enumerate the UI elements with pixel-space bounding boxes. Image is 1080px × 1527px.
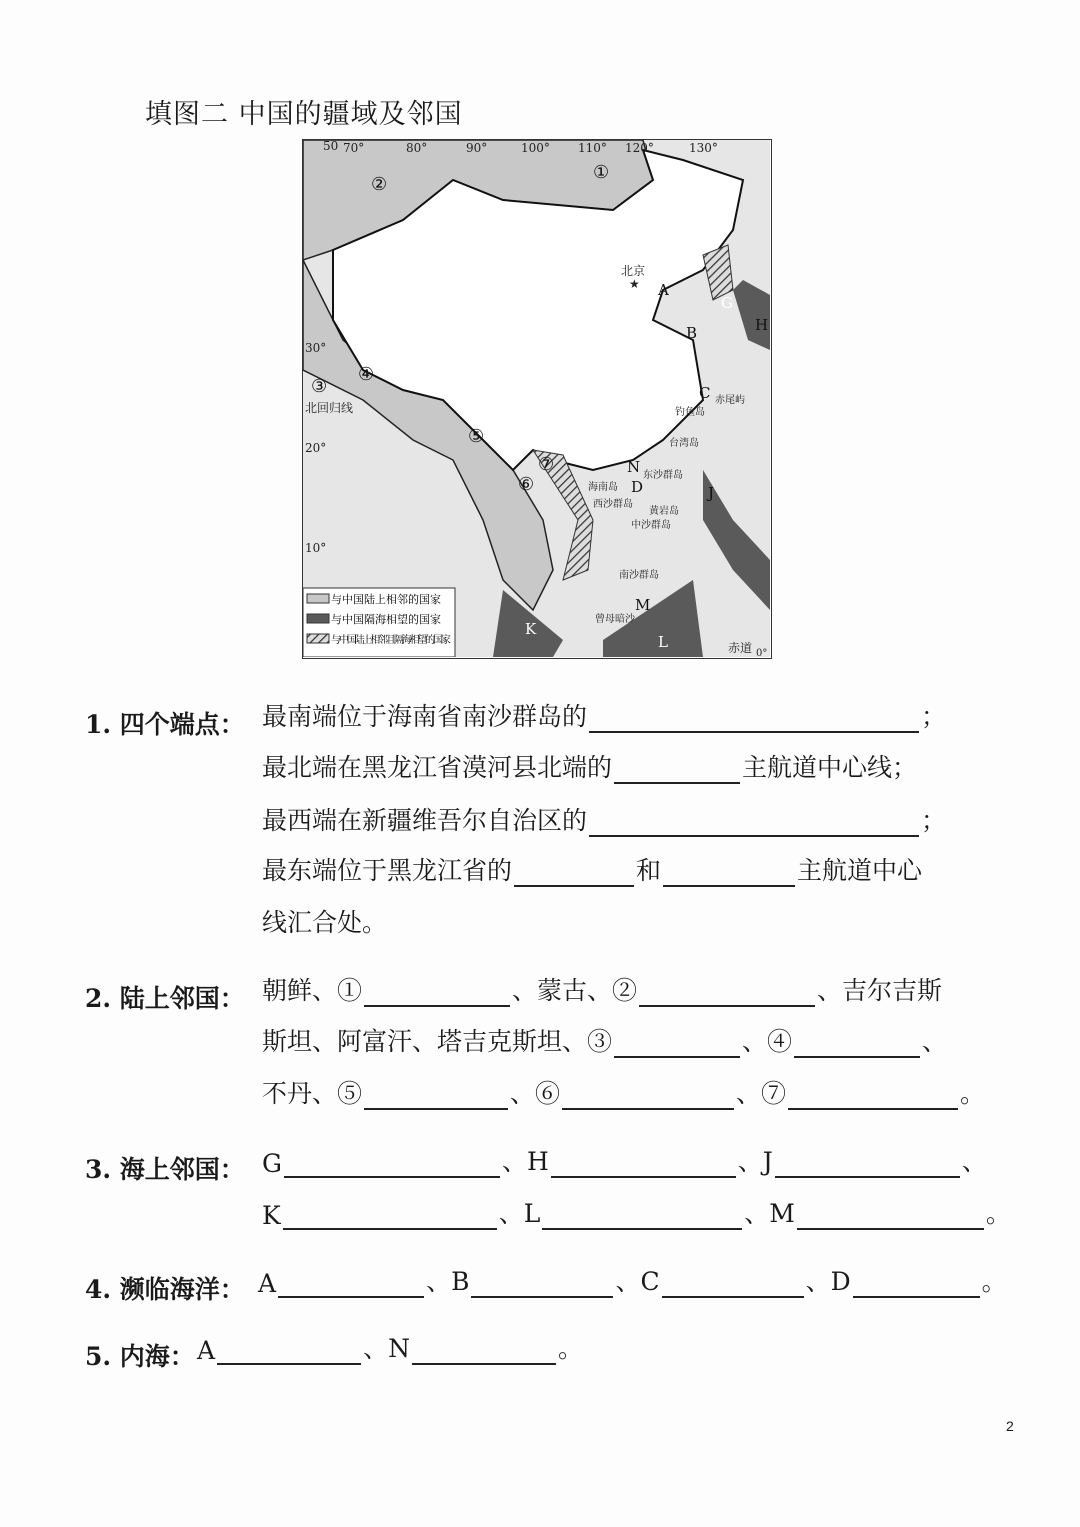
question-text: 、吉尔吉斯 [817, 976, 943, 1005]
legend-sea: 与中国隔海相望的国家 [331, 613, 441, 626]
question-text: 朝鲜、① [262, 976, 363, 1005]
lon-label: 110° [578, 141, 607, 155]
question-line [262, 803, 946, 837]
answer-blank[interactable] [614, 1030, 740, 1058]
capital-star-icon: ★ [629, 277, 640, 291]
question-text: ； [921, 806, 947, 835]
question-text: 。 [960, 1079, 986, 1108]
letter-A: A [658, 281, 669, 299]
answer-blank[interactable] [412, 1337, 556, 1365]
question-text: 。 [981, 1267, 1007, 1296]
answer-blank[interactable] [364, 1082, 508, 1110]
question-line [258, 1264, 1007, 1298]
answer-blank[interactable] [551, 1150, 736, 1178]
answer-blank[interactable] [217, 1337, 361, 1365]
lon-label: 80° [406, 141, 428, 155]
question-line [262, 1024, 947, 1058]
page-title: 填图二 中国的疆域及邻国 [145, 99, 463, 130]
question-label: 4. 濒临海洋： [85, 1275, 245, 1304]
answer-blank[interactable] [542, 1202, 742, 1230]
answer-blank[interactable] [514, 859, 634, 887]
question-text: 、N [363, 1334, 410, 1363]
letter-K: K [525, 620, 537, 638]
question-text: 线汇合处。 [262, 908, 388, 937]
question-label: 5. 内海： [85, 1342, 195, 1371]
question-text: A [197, 1336, 216, 1365]
letter-N: N [627, 458, 641, 476]
question-label: 1. 四个端点： [85, 710, 245, 739]
answer-blank[interactable] [794, 1030, 920, 1058]
mark-1: ① [593, 162, 610, 183]
question-label: 3. 海上邻国： [85, 1155, 245, 1184]
answer-blank[interactable] [614, 756, 740, 784]
answer-blank[interactable] [775, 1150, 960, 1178]
mark-2: ② [371, 174, 388, 195]
tropic-label: 北回归线 [305, 401, 354, 415]
letter-G: G [721, 294, 733, 312]
place-label: 赤尾屿 [715, 395, 745, 406]
question-line [262, 973, 942, 1007]
place-label: 钓鱼岛 [675, 407, 705, 418]
mark-5: ⑤ [468, 426, 485, 447]
letter-M: M [635, 596, 651, 614]
answer-blank[interactable] [278, 1270, 424, 1298]
answer-blank[interactable] [364, 979, 510, 1007]
question-line [262, 699, 946, 733]
letter-C: C [699, 384, 711, 402]
lat-label: 50 [323, 140, 339, 153]
place-label: 东沙群岛 [643, 470, 683, 481]
question-text: 最东端位于黑龙江省的 [262, 856, 513, 885]
letter-D: D [631, 478, 644, 496]
lon-label: 130° [689, 141, 718, 155]
equator-label: 赤道 [728, 641, 753, 655]
mark-6: ⑥ [518, 474, 535, 495]
question-label: 2. 陆上邻国： [85, 984, 245, 1013]
place-label: 西沙群岛 [593, 499, 633, 510]
question-text: 、B [426, 1267, 470, 1296]
place-label: 台湾岛 [669, 438, 699, 449]
letter-H: H [755, 316, 769, 334]
lat-label: 30° [305, 341, 327, 355]
mark-3: ③ [311, 376, 328, 397]
answer-blank[interactable] [662, 1270, 804, 1298]
question-text: A [258, 1269, 277, 1298]
question-line [262, 905, 387, 939]
place-label: 曾母暗沙 [595, 614, 635, 625]
question-text: 、蒙古、② [512, 976, 638, 1005]
question-text: 和 [636, 856, 662, 885]
question-text: 、 [922, 1027, 948, 1056]
china-territory-map [302, 139, 772, 659]
lon-label: 90° [466, 141, 488, 155]
question-text: 、⑦ [736, 1079, 787, 1108]
lon-label: 70° [343, 141, 365, 155]
question-text: 、D [805, 1267, 851, 1296]
answer-blank[interactable] [639, 979, 815, 1007]
question-text: 。 [557, 1334, 583, 1363]
question-text: 最北端在黑龙江省漠河县北端的 [262, 753, 613, 782]
question-text: K [262, 1201, 281, 1230]
legend-both: 与中国陆上相邻且隔海相望的国家 [331, 635, 451, 646]
lon-label: 100° [521, 141, 550, 155]
question-line [262, 1076, 985, 1110]
legend-land: 与中国陆上相邻的国家 [331, 593, 441, 606]
answer-blank[interactable] [589, 809, 919, 837]
letter-J: J [708, 484, 715, 502]
map-legend [303, 588, 455, 657]
question-text: 、L [498, 1199, 541, 1228]
lon-label: 120° [625, 141, 654, 155]
question-text: 最西端在新疆维吾尔自治区的 [262, 806, 588, 835]
place-label: 中沙群岛 [631, 520, 671, 531]
question-text: 主航道中心线； [742, 753, 918, 782]
place-label: 黄岩岛 [649, 506, 679, 517]
question-line [262, 1196, 1011, 1230]
page-number: 2 [1006, 1418, 1014, 1434]
question-line [262, 1144, 987, 1178]
answer-blank[interactable] [471, 1270, 613, 1298]
question-text: 、④ [742, 1027, 793, 1056]
answer-blank[interactable] [589, 705, 919, 733]
letter-B: B [686, 324, 698, 342]
question-text: G [262, 1149, 282, 1178]
answer-blank[interactable] [562, 1082, 734, 1110]
mark-7: ⑦ [538, 454, 555, 475]
question-text: 斯坦、阿富汗、塔吉克斯坦、③ [262, 1027, 613, 1056]
question-line [262, 750, 917, 784]
question-text: 、M [744, 1199, 795, 1228]
question-line [262, 853, 922, 887]
answer-blank[interactable] [283, 1202, 497, 1230]
lat-label: 10° [305, 541, 327, 555]
letter-L: L [658, 633, 668, 651]
question-text: 、⑥ [510, 1079, 561, 1108]
answer-blank[interactable] [663, 859, 795, 887]
capital-label: 北京 [621, 264, 646, 278]
mark-4: ④ [358, 364, 375, 385]
question-text: 、C [615, 1267, 660, 1296]
place-label: 南沙群岛 [619, 570, 659, 581]
place-label: 海南岛 [588, 482, 618, 493]
question-text: 主航道中心 [797, 856, 923, 885]
equator-degree: 0° [756, 648, 768, 657]
question-text: 、 [961, 1147, 987, 1176]
question-text: ； [921, 702, 947, 731]
answer-blank[interactable] [284, 1150, 500, 1178]
question-text: 不丹、⑤ [262, 1079, 363, 1108]
answer-blank[interactable] [853, 1270, 980, 1298]
question-line [197, 1331, 583, 1365]
lat-label: 20° [305, 441, 327, 455]
question-text: 。 [985, 1199, 1011, 1228]
question-text: 、J [737, 1147, 773, 1176]
question-text: 、H [501, 1147, 549, 1176]
answer-blank[interactable] [797, 1202, 984, 1230]
answer-blank[interactable] [788, 1082, 958, 1110]
question-text: 最南端位于海南省南沙群岛的 [262, 702, 588, 731]
